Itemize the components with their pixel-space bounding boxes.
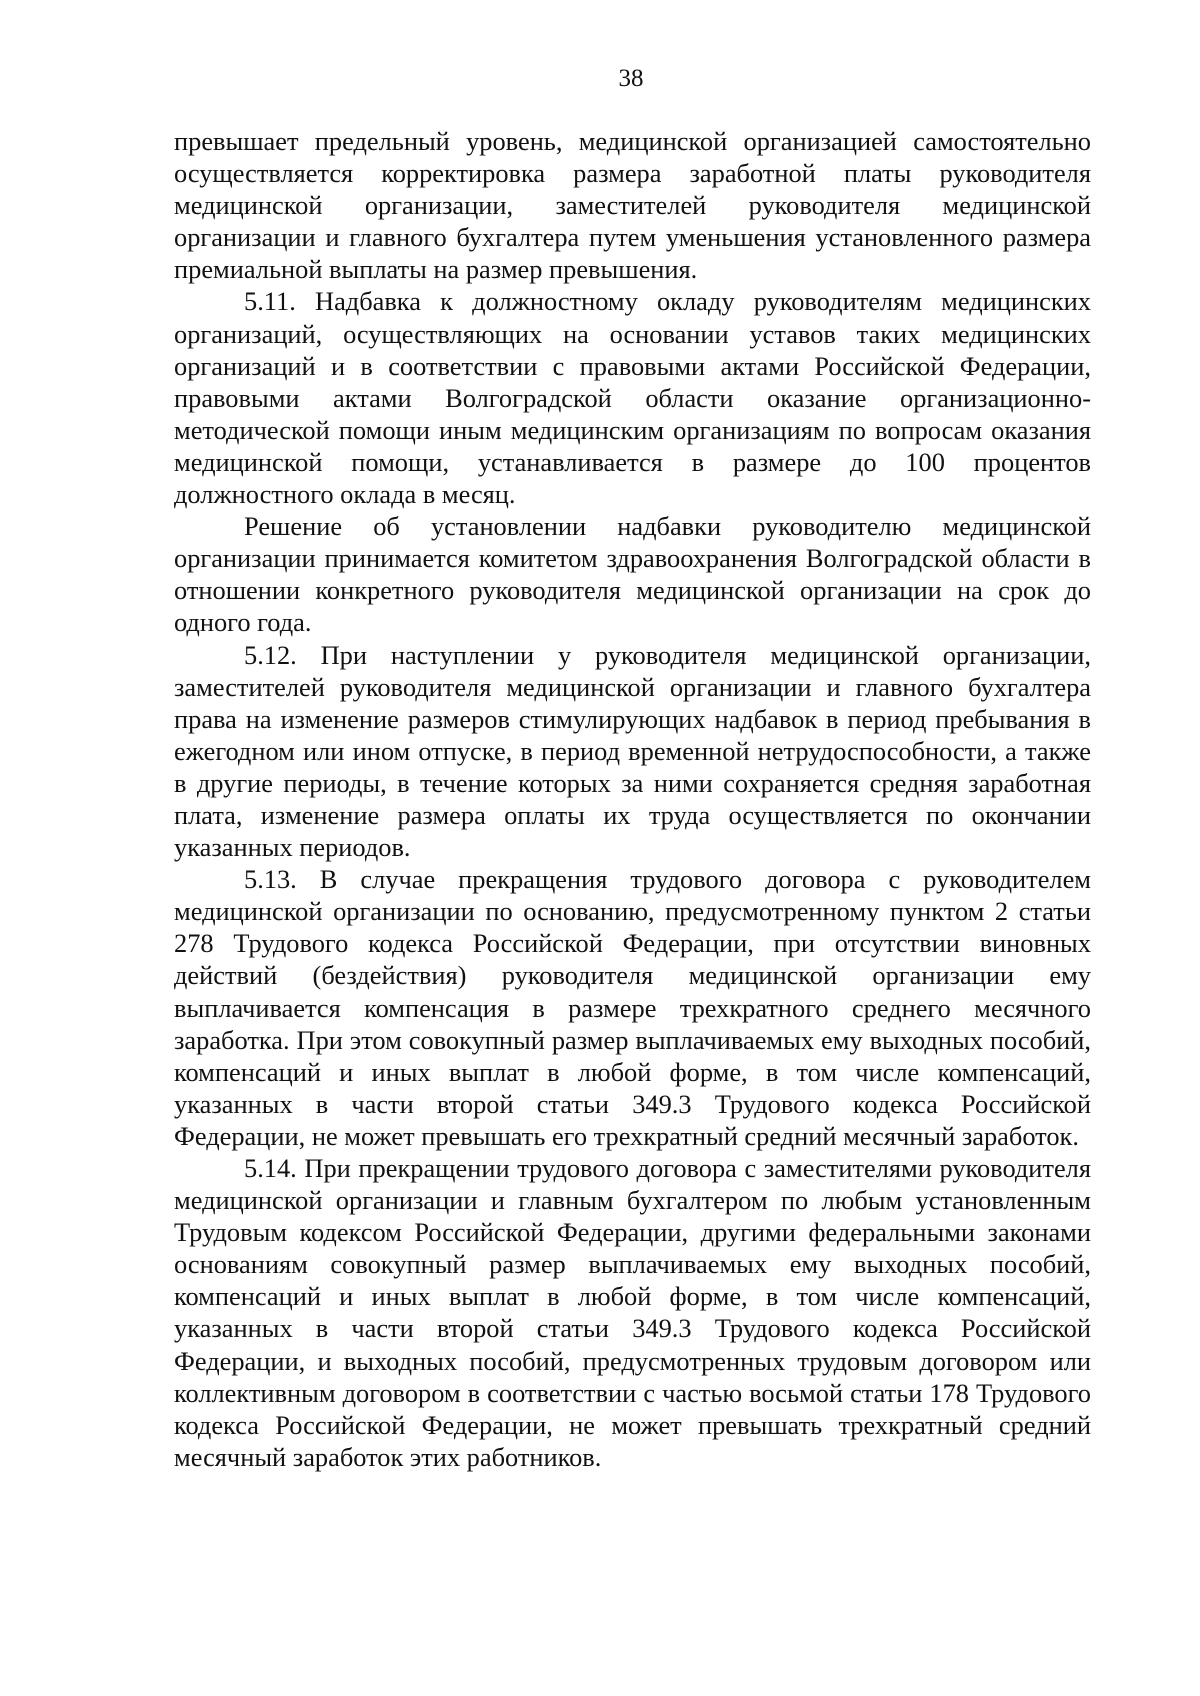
paragraph-decision: Решение об установлении надбавки руководителю медицинской организации принимается комитетом здравоохранения Волгоградской области в отношении конкретного руководителя медицинской организации на срок до одного года.: [174, 511, 1091, 638]
paragraph-continuation: превышает предельный уровень, медицинской организацией самостоятельно осуществляется корректировка размера заработной платы руководителя медицинской организации, заместителей руководителя медицинской организации и главного бухгалтера путем уменьшения установленного размера премиальной выплаты на размер превышения.: [174, 126, 1091, 285]
paragraph-5-11: 5.11. Надбавка к должностному окладу руководителям медицинских организаций, осуществляющих на основании уставов таких медицинских организаций и в соответствии с правовыми актами Российской Федерации, правовыми актами Волгоградской области оказание организационно-методической помощи иным медицинским организациям по вопросам оказания медицинской помощи, устанавливается в размере до 100 процентов должностного оклада в месяц.: [174, 286, 1091, 510]
document-body: [174, 125, 1091, 1473]
page-number: 38: [618, 65, 644, 92]
paragraph-5-14: 5.14. При прекращении трудового договора с заместителями руководителя медицинской организации и главным бухгалтером по любым установленным Трудовым кодексом Российской Федерации, другими федеральными законами основаниям совокупный размер выплачиваемых ему выходных пособий, компенсаций и иных выплат в любой форме, в том числе компенсаций, указанных в части второй статьи 349.3 Трудового кодекса Российской Федерации, и выходных пособий, предусмотренных трудовым договором или коллективным договором в соответствии с частью восьмой статьи 178 Трудового кодекса Российской Федерации, не может превышать трехкратный средний месячный заработок этих работников.: [174, 1153, 1091, 1472]
paragraph-5-13: 5.13. В случае прекращения трудового договора с руководителем медицинской организации по основанию, предусмотренному пунктом 2 статьи 278 Трудового кодекса Российской Федерации, при отсутствии виновных действий (бездействия) руководителя медицинской организации ему выплачивается компенсация в размере трехкратного среднего месячного заработка. При этом совокупный размер выплачиваемых ему выходных пособий, компенсаций и иных выплат в любой форме, в том числе компенсаций, указанных в части второй статьи 349.3 Трудового кодекса Российской Федерации, не может превышать его трехкратный средний месячный заработок.: [174, 864, 1091, 1151]
paragraph-5-12: 5.12. При наступлении у руководителя медицинской организации, заместителей руководителя медицинской организации и главного бухгалтера права на изменение размеров стимулирующих надбавок в период пребывания в ежегодном или ином отпуске, в период временной нетрудоспособности, а также в другие периоды, в течение которых за ними сохраняется средняя заработная плата, изменение размера оплаты их труда осуществляется по окончании указанных периодов.: [174, 639, 1091, 863]
